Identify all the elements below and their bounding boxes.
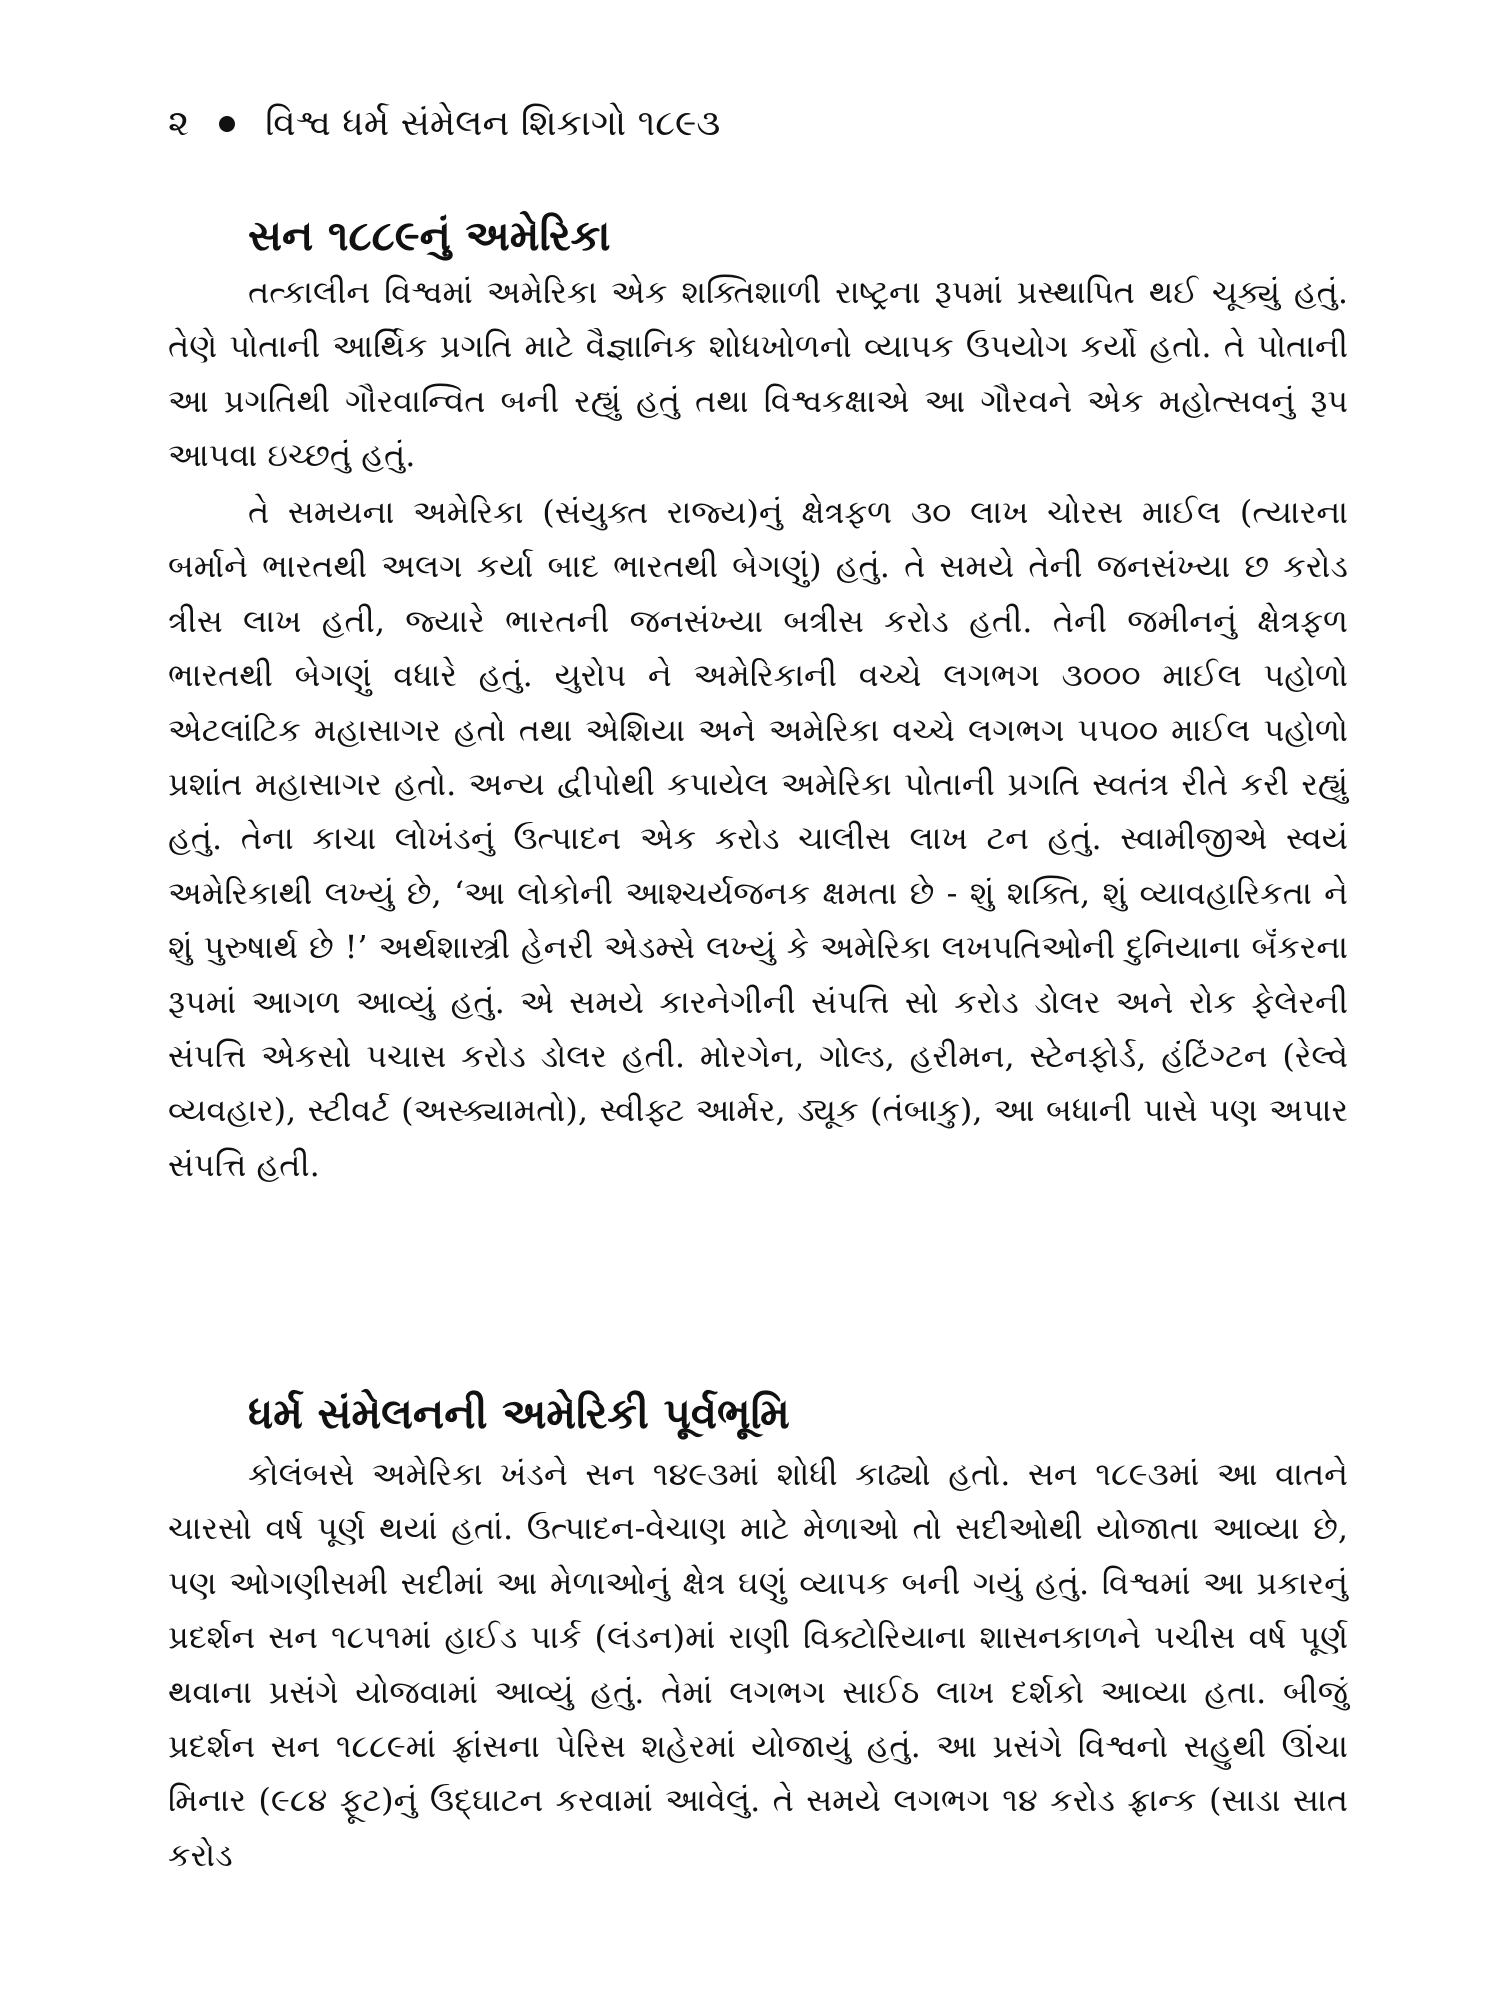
paragraph-america-area-population <box>168 485 1348 1192</box>
running-header <box>168 100 1368 148</box>
paragraph-columbus-exhibitions <box>168 1447 1348 1882</box>
bullet-dot-icon <box>219 116 235 132</box>
section-heading-america-1889: સન ૧૮૮૯નું અમેરિકા <box>248 211 611 260</box>
section-heading-religion-conference-background: ધર્મ સંમેલનની અમેરિકી પૂર્વભૂમિ <box>248 1389 790 1438</box>
paragraph-text: કોલંબસે અમેરિકા ખંડને સન ૧૪૯૩માં શોધી કાઢ્યો હતો. સન ૧૮૯૩માં આ વાતને ચારસો વર્ષ પૂર્ણ થયાં હતાં. ઉત્પાદન-વેચાણ માટે મેળાઓ તો સદીઓથી યોજાતા આવ્યા છે, પણ ઓગણીસમી સદીમાં આ મેળાઓનું ક્ષેત્ર ઘણું વ્યાપક બની ગયું હતું. વિશ્વમાં આ પ્રકારનું પ્રદર્શન સન ૧૮૫૧માં હાઈડ પાર્ક (લંડન)માં રાણી વિક્ટોરિયાના શાસનકાળને પચીસ વર્ષ પૂર્ણ થવાના પ્રસંગે યોજવામાં આવ્યું હતું. તેમાં લગભગ સાઈઠ લાખ દર્શકો આવ્યા હતા. બીજું પ્રદર્શન સન ૧૮૮૯માં ફ્રાંસના પેરિસ શહેરમાં યોજાયું હતું. આ પ્રસંગે વિશ્વનો સહુથી ઊંચા મિનાર (૯૮૪ ફૂટ)નું ઉદ્‌ઘાટન કરવામાં આવેલું. તે સમયે લગભગ ૧૪ કરોડ ફ્રાન્ક (સાડા સાત કરોડ <box>168 1455 1348 1874</box>
page-number: ૨ <box>168 103 190 144</box>
paragraph-text: તત્કાલીન વિશ્વમાં અમેરિકા એક શક્તિશાળી રાષ્ટ્રના રૂપમાં પ્રસ્થાપિત થઈ ચૂક્યું હતું. તેણે પોતાની આર્થિક પ્રગતિ માટે વૈજ્ઞાનિક શોધખોળનો વ્યાપક ઉપયોગ કર્યો હતો. તે પોતાની આ પ્રગતિથી ગૌરવાન્વિત બની રહ્યું હતું તથા વિશ્વકક્ષાએ આ ગૌરવને એક મહોત્સવનું રૂપ આપવા ઇચ્છતું હતું. <box>168 273 1348 475</box>
paragraph-text: તે સમયના અમેરિકા (સંયુક્ત રાજ્ય)નું ક્ષેત્રફળ ૩૦ લાખ ચોરસ માઈલ (ત્યારના બર્માને ભારતથી અલગ કર્યા બાદ ભારતથી બેગણું) હતું. તે સમયે તેની જનસંખ્યા છ કરોડ ત્રીસ લાખ હતી, જ્યારે ભારતની જનસંખ્યા બત્રીસ કરોડ હતી. તેની જમીનનું ક્ષેત્રફળ ભારતથી બેગણું વધારે હતું. યુરોપ ને અમેરિકાની વચ્ચે લગભગ ૩૦૦૦ માઈલ પહોળો એટલાંટિક મહાસાગર હતો તથા એશિયા અને અમેરિકા વચ્ચે લગભગ ૫૫૦૦ માઈલ પહોળો પ્રશાંત મહાસાગર હતો. અન્ય દ્વીપોથી કપાયેલ અમેરિકા પોતાની પ્રગતિ સ્વતંત્ર રીતે કરી રહ્યું હતું. તેના કાચા લોખંડનું ઉત્પાદન એક કરોડ ચાલીસ લાખ ટન હતું. સ્વામીજીએ સ્વયં અમેરિકાથી લખ્યું છે, ‘આ લોકોની આશ્ચર્યજનક ક્ષમતા છે - શું શક્તિ, શું વ્યાવહારિકતા ને શું પુરુષાર્થ છે !’ અર્થશાસ્ત્રી હેનરી એડમ્સે લખ્યું કે અમેરિકા લખપતિઓની દુનિયાના બૅંકરના રૂપમાં આગળ આવ્યું હતું. એ સમયે કારનેગીની સંપત્તિ સો કરોડ ડોલર અને રોક ફેલેરની સંપત્તિ એકસો પચાસ કરોડ ડોલર હતી. મોરગેન, ગોલ્ડ, હરીમન, સ્ટેનફોર્ડ, હંટિંગ્ટન (રેલ્વે વ્યવહાર), સ્ટીવર્ટ (અસ્ક્યામતો), સ્વીફ્ટ આર્મર, ડ્યૂક (તંબાકુ), આ બધાની પાસે પણ અપાર સંપત્તિ હતી. <box>168 493 1348 1184</box>
book-title: વિશ્વ ધર્મ સંમેલન શિકાગો ૧૮૯૩ <box>265 103 721 144</box>
paragraph-america-power <box>168 265 1348 483</box>
